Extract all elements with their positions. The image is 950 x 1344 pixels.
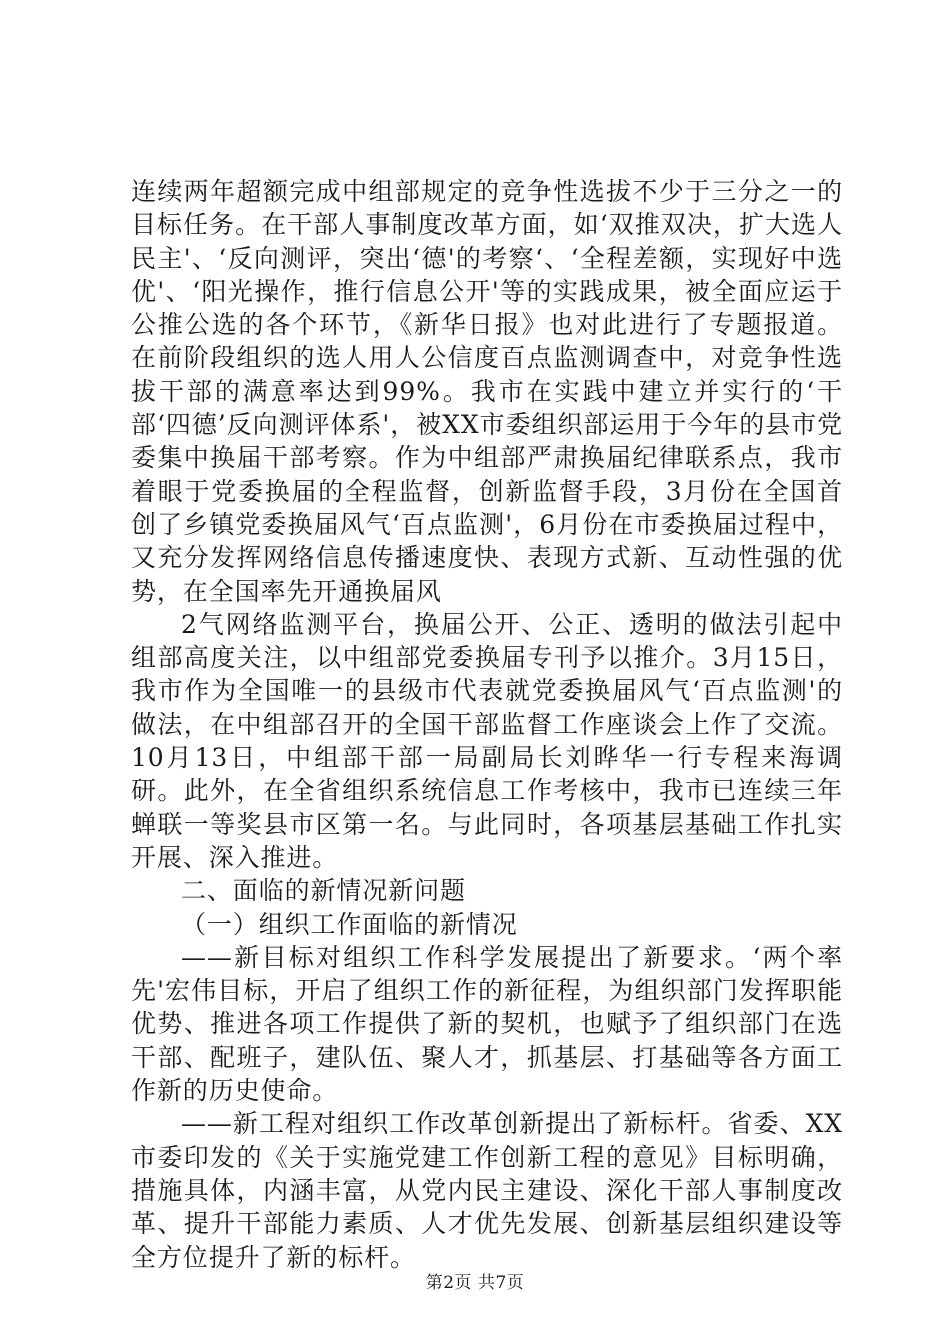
page-number-footer: 第2页 共7页 xyxy=(425,1273,525,1293)
paragraph-text: 2气网络监测平台，换届公开、公正、透明的做法引起中组部高度关注，以中组部党委换届专刊予以推介。3月15日，我市作为全国唯一的县级市代表就党委换届风气‘百点监测'的做法，在中组部召开的全国干部监督工作座谈会上作了交流。10月13日，中组部干部一局副局长刘晔华一行专程来海调研。此外，在全省组织系统信息工作考核中，我市已连续三年蝉联一等奖县市区第一名。与此同时，各项基层基础工作扎实开展、深入推进。 xyxy=(131,609,843,872)
paragraph-text: 连续两年超额完成中组部规定的竞争性选拔不少于三分之一的目标任务。在干部人事制度改革方面，如‘双推双决，扩大选人民主'、‘反向测评，突出‘德'的考察‘、‘全程差额，实现好中选优'、‘阳光操作，推行信息公开'等的实践成果，被全面应运于公推公选的各个环节，《新华日报》也对此进行了专题报道。在前阶段组织的选人用人公信度百点监测调查中，对竞争性选拔干部的满意率达到99%。我市在实践中建立并实行的‘干部‘四德’反向测评体系'，被XX市委组织部运用于今年的县市党委集中换届干部考察。作为中组部严肃换届纪律联系点，我市着眼于党委换届的全程监督，创新监督手段，3月份在全国首创了乡镇党委换届风气‘百点监测'，6月份在市委换届过程中，又充分发挥网络信息传播速度快、表现方式新、互动性强的优势，在全国率先开通换届风 xyxy=(131,177,843,606)
document-body xyxy=(131,175,843,1274)
paragraph-text: ——新工程对组织工作改革创新提出了新标杆。省委、XX市委印发的《关于实施党建工作创新工程的意见》目标明确，措施具体，内涵丰富，从党内民主建设、深化干部人事制度改革、提升干部能力素质、人才优先发展、创新基层组织建设等全方位提升了新的标杆。 xyxy=(131,1109,843,1272)
subsection-heading: （一）组织工作面临的新情况 xyxy=(181,909,518,939)
section-heading: 二、面临的新情况新问题 xyxy=(181,876,466,906)
paragraph-text: ——新目标对组织工作科学发展提出了新要求。‘两个率先'宏伟目标，开启了组织工作的新征程，为组织部门发挥职能优势、推进各项工作提供了新的契机，也赋予了组织部门在选干部、配班子，建队伍、聚人才，抓基层、打基础等各方面工作新的历史使命。 xyxy=(131,942,843,1106)
